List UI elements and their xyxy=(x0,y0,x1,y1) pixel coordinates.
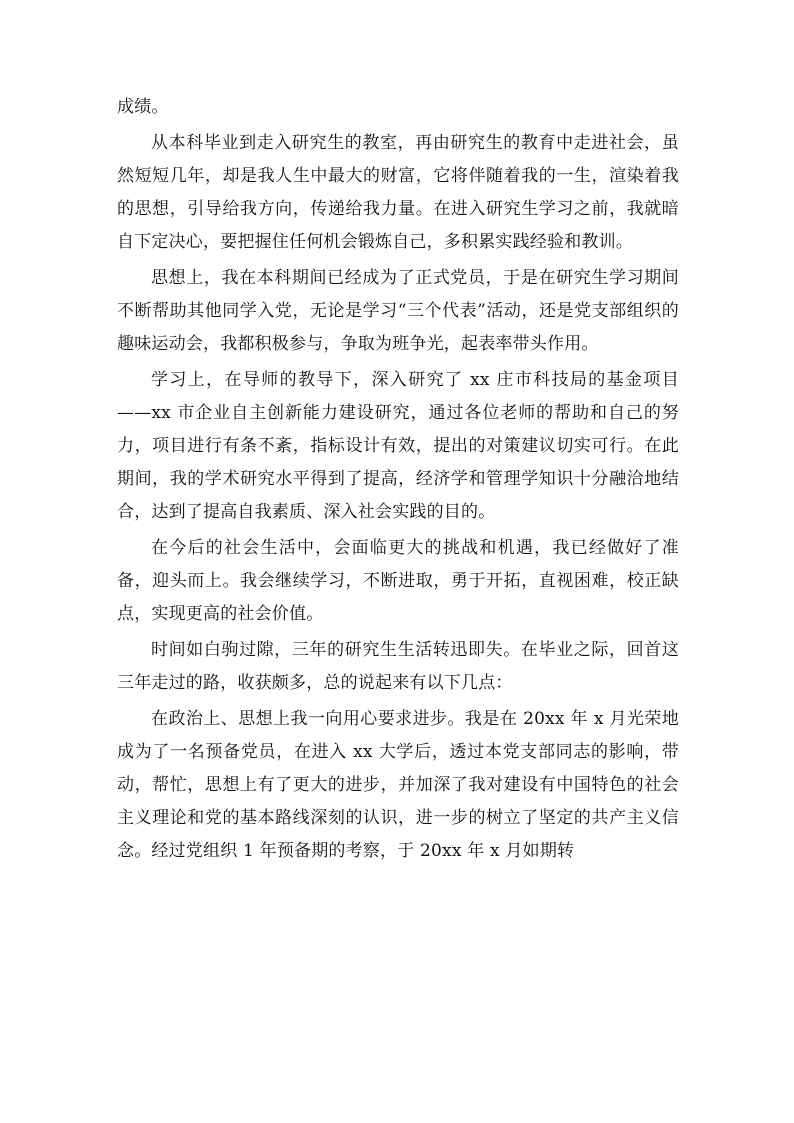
paragraph-6: 时间如白驹过隙，三年的研究生生活转迅即失。在毕业之际，回首这三年走过的路，收获颇多，总的说起来有以下几点： xyxy=(117,640,679,693)
paragraph-3: 思想上，我在本科期间已经成为了正式党员，于是在研究生学习期间不断帮助其他同学入党，无论是学习“三个代表”活动，还是党支部组织的趣味运动会，我都积极参与，争取为班争光，起表率带头作用。 xyxy=(117,268,679,354)
paragraph-5: 在今后的社会生活中，会面临更大的挑战和机遇，我已经做好了准备，迎头而上。我会继续学习，不断进取，勇于开拓，直视困难，校正缺点，实现更高的社会价值。 xyxy=(117,538,679,624)
paragraph-1: 成绩。 xyxy=(117,97,169,117)
paragraph-2: 从本科毕业到走入研究生的教室，再由研究生的教育中走进社会，虽然短短几年，却是我人生中最大的财富，它将伴随着我的一生，渲染着我的思想，引导给我方向，传递给我力量。在进入研究生学习之前，我就暗自下定决心，要把握住任何机会锻炼自己，多积累实践经验和教训。 xyxy=(117,133,679,252)
paragraph-4: 学习上，在导师的教导下，深入研究了 xx 庄市科技局的基金项目——xx 市企业自主创新能力建设研究，通过各位老师的帮助和自己的努力，项目进行有条不紊，指标设计有效，提出的对策建议切实可行。在此期间，我的学术研究水平得到了提高，经济学和管理学知识十分融洽地结合，达到了提高自我素质、深入社会实践的目的。 xyxy=(117,370,679,522)
paragraph-7: 在政治上、思想上我一向用心要求进步。我是在 20xx 年 x 月光荣地成为了一名预备党员，在进入 xx 大学后，透过本党支部同志的影响，带动，帮忙，思想上有了更大的进步，并加深了我对建设有中国特色的社会主义理论和党的基本路线深刻的认识，进一步的树立了坚定的共产主义信念。经过党组织 1 年预备期的考察，于 20xx 年 x 月如期转 xyxy=(117,709,679,861)
document-body xyxy=(117,91,679,871)
